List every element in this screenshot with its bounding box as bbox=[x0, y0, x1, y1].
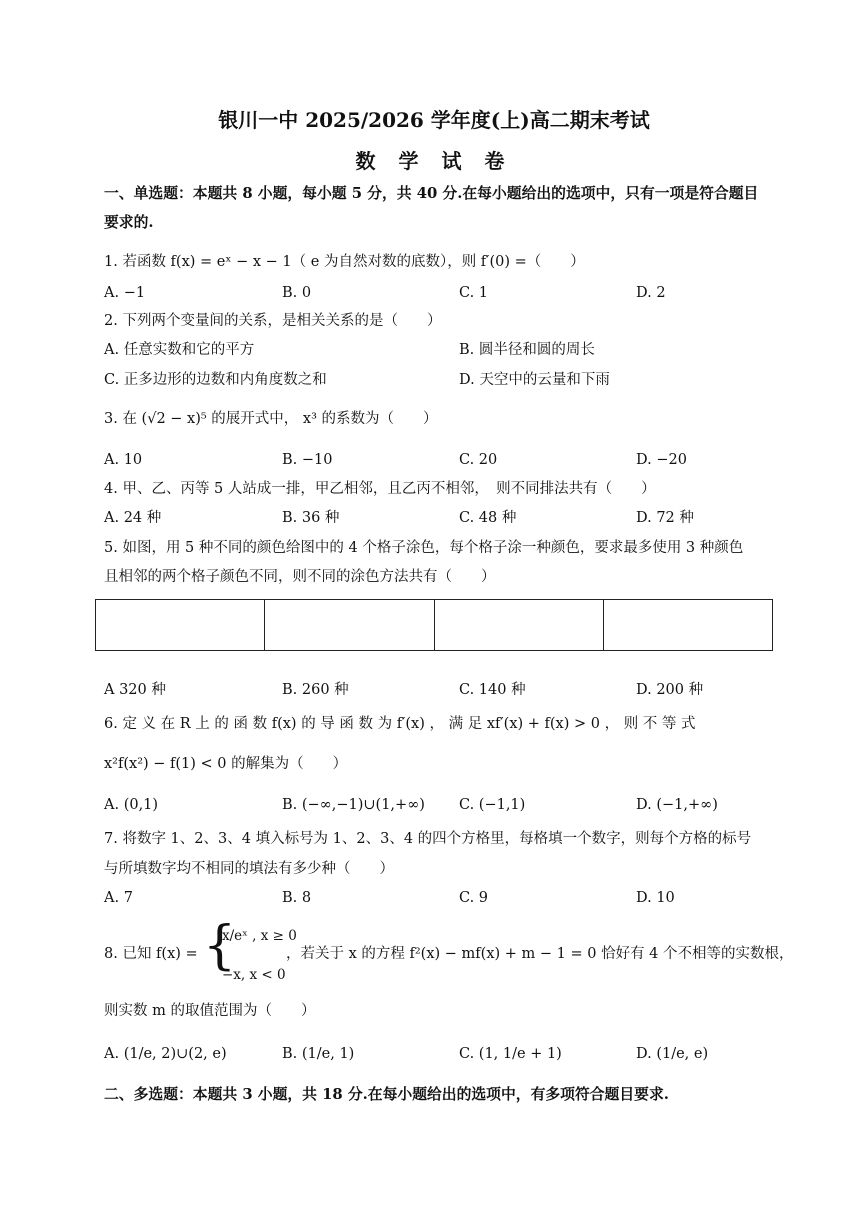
option-d: D. (−1,+∞) bbox=[636, 797, 718, 813]
option-d: D. 10 bbox=[636, 890, 675, 906]
section2-heading: 二、多选题：本题共 3 小题，共 18 分.在每小题给出的选项中，有多项符合题目要求. bbox=[104, 1086, 669, 1103]
option-b: B. (−∞,−1)∪(1,+∞) bbox=[282, 797, 425, 813]
option-b: B. 8 bbox=[282, 890, 312, 906]
piecewise-brace: { bbox=[203, 916, 237, 976]
question-6-stem-cont: x²f(x²) − f(1) < 0 的解集为（ ） bbox=[104, 756, 348, 772]
question-6-stem: 6. 定 义 在 R 上 的 函 数 f(x) 的 导 函 数 为 f′(x) ， 满 足 xf′(x) + f(x) > 0 ， 则 不 等 式 bbox=[104, 716, 696, 732]
question-4-stem: 4. 甲、乙、丙等 5 人站成一排，甲乙相邻，且乙丙不相邻， 则不同排法共有（ ） bbox=[104, 481, 656, 497]
option-b: B. 36 种 bbox=[282, 510, 340, 526]
option-b: B. (1/e, 1) bbox=[282, 1046, 355, 1062]
option-d: D. 200 种 bbox=[636, 682, 704, 698]
option-c: C. (1, 1/e + 1) bbox=[459, 1046, 562, 1062]
option-a: A. 7 bbox=[104, 890, 133, 906]
option-a: A. −1 bbox=[104, 285, 146, 301]
question-7-stem-cont: 与所填数字均不相同的填法有多少种（ ） bbox=[104, 861, 394, 877]
option-d: D. (1/e, e) bbox=[636, 1046, 709, 1062]
option-b: B. −10 bbox=[282, 452, 333, 468]
option-c: C. 9 bbox=[459, 890, 489, 906]
option-a: A 320 种 bbox=[104, 682, 166, 698]
question-5-stem-cont: 且相邻的两个格子颜色不同，则不同的涂色方法共有（ ） bbox=[104, 569, 496, 585]
option-c: C. 140 种 bbox=[459, 682, 526, 698]
option-c: C. 正多边形的边数和内角度数之和 bbox=[104, 372, 327, 388]
option-c: C. 20 bbox=[459, 452, 498, 468]
option-a: A. 24 种 bbox=[104, 510, 162, 526]
question-8-prefix: 8. 已知 f(x) = bbox=[104, 946, 198, 962]
question-8-stem: ，若关于 x 的方程 f²(x) − mf(x) + m − 1 = 0 恰好有 4 个不相等的实数根， bbox=[286, 946, 794, 962]
option-d: D. 天空中的云量和下雨 bbox=[459, 372, 610, 388]
option-a: A. (0,1) bbox=[104, 797, 159, 813]
option-d: D. −20 bbox=[636, 452, 687, 468]
option-b: B. 0 bbox=[282, 285, 312, 301]
option-c: C. 48 种 bbox=[459, 510, 517, 526]
option-a: A. 任意实数和它的平方 bbox=[104, 342, 255, 358]
option-d: D. 72 种 bbox=[636, 510, 694, 526]
grid-cell bbox=[265, 600, 434, 650]
piecewise-case-2: −x, x < 0 bbox=[222, 967, 286, 983]
grid-cell bbox=[604, 600, 772, 650]
question-7-stem: 7. 将数字 1、2、3、4 填入标号为 1、2、3、4 的四个方格里，每格填一个数字，则每个方格的标号 bbox=[104, 831, 752, 847]
grid-cell bbox=[96, 600, 265, 650]
option-c: C. 1 bbox=[459, 285, 489, 301]
option-d: D. 2 bbox=[636, 285, 666, 301]
question-8-stem-cont: 则实数 m 的取值范围为（ ） bbox=[104, 1003, 316, 1019]
grid-cell bbox=[435, 600, 604, 650]
option-c: C. (−1,1) bbox=[459, 797, 526, 813]
four-cell-grid-figure bbox=[95, 599, 773, 651]
section1-heading-cont: 要求的. bbox=[104, 214, 154, 231]
piecewise-case-1: x/eˣ , x ≥ 0 bbox=[222, 928, 297, 944]
option-a: A. (1/e, 2)∪(2, e) bbox=[104, 1046, 227, 1062]
question-5-stem: 5. 如图，用 5 种不同的颜色给图中的 4 个格子涂色，每个格子涂一种颜色，要求最多使用 3 种颜色 bbox=[104, 540, 744, 556]
section1-heading: 一、单选题：本题共 8 小题，每小题 5 分，共 40 分.在每小题给出的选项中，只有一项是符合题目 bbox=[104, 185, 759, 202]
exam-title: 银川一中 2025/2026 学年度(上)高二期末考试 bbox=[218, 108, 650, 132]
option-b: B. 260 种 bbox=[282, 682, 349, 698]
option-b: B. 圆半径和圆的周长 bbox=[459, 342, 595, 358]
exam-subtitle: 数 学 试 卷 bbox=[355, 149, 513, 173]
option-a: A. 10 bbox=[104, 452, 143, 468]
question-2-stem: 2. 下列两个变量间的关系，是相关关系的是（ ） bbox=[104, 313, 442, 329]
question-3-stem: 3. 在 (√2 − x)⁵ 的展开式中， x³ 的系数为（ ） bbox=[104, 411, 438, 427]
question-1-stem: 1. 若函数 f(x) = eˣ − x − 1（ e 为自然对数的底数），则 f′(0) =（ ） bbox=[104, 254, 585, 270]
